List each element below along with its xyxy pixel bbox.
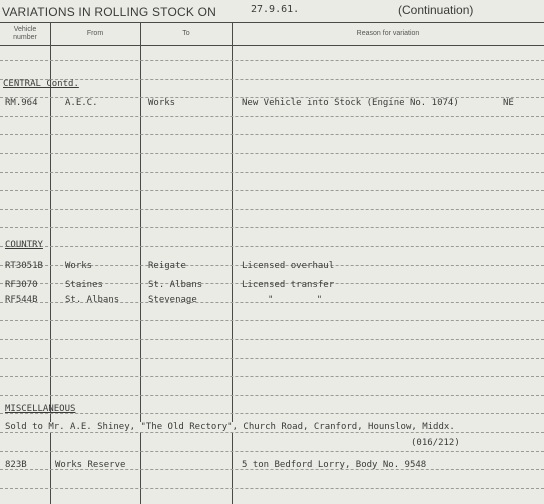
- header-bottom-border: [0, 45, 544, 46]
- to-cell: Stevenage: [148, 295, 197, 305]
- ruled-line: [0, 190, 544, 191]
- extra-mark: NE: [503, 98, 514, 108]
- ruled-line: [0, 60, 544, 61]
- ruled-line: [0, 134, 544, 135]
- ruled-line: [0, 339, 544, 340]
- reason-cell-ditto: " ": [268, 295, 323, 305]
- ruled-line: [0, 376, 544, 377]
- ruled-line: [0, 451, 544, 452]
- from-cell: Works: [65, 261, 93, 271]
- from-cell: Works Reserve: [55, 460, 126, 470]
- reason-cell: Licensed transfer: [242, 280, 335, 290]
- reason-cell: New Vehicle into Stock (Engine No. 1074): [242, 98, 459, 108]
- ruled-line: [0, 79, 544, 80]
- section-heading-central: CENTRAL Contd.: [3, 79, 79, 89]
- col-header-from: From: [86, 30, 104, 37]
- vehicle-number: RF3070: [5, 280, 38, 290]
- page-header: [0, 0, 544, 22]
- section-heading-misc: MISCELLANEOUS: [5, 404, 76, 414]
- vehicle-number: RT3051B: [5, 261, 43, 271]
- ruled-line: [0, 358, 544, 359]
- table-top-border: [0, 22, 544, 23]
- header-note: (Continuation): [398, 3, 474, 17]
- ruled-line: [0, 227, 544, 228]
- col-header-reason: Reason for variation: [356, 30, 420, 37]
- ruled-line: [0, 116, 544, 117]
- ruled-line: [0, 488, 544, 489]
- sold-to-line: Sold to Mr. A.E. Shiney, "The Old Rectory", Church Road, Cranford, Hounslow, Middx.: [5, 422, 455, 432]
- header-title: VARIATIONS IN ROLLING STOCK ON: [2, 5, 217, 19]
- ruled-line: [0, 320, 544, 321]
- reason-cell: Licensed overhaul: [242, 261, 335, 271]
- ruled-line: [0, 209, 544, 210]
- to-cell: Works: [148, 98, 176, 108]
- ruled-line: [0, 432, 544, 433]
- header-date: 27.9.61.: [251, 4, 300, 15]
- reason-cell: 5 ton Bedford Lorry, Body No. 9548: [242, 460, 427, 470]
- sold-reference: (016/212): [411, 438, 460, 448]
- ruled-line: [0, 246, 544, 247]
- section-heading-country: COUNTRY: [5, 240, 43, 250]
- vehicle-number: RF544B: [5, 295, 38, 305]
- vehicle-number: RM.964: [5, 98, 38, 108]
- to-cell: St. Albans: [148, 280, 203, 290]
- ruled-line: [0, 172, 544, 173]
- ruled-line: [0, 395, 544, 396]
- to-cell: Reigate: [148, 261, 186, 271]
- ruled-line: [0, 153, 544, 154]
- col-header-to: To: [182, 30, 190, 37]
- from-cell: St. Albans: [65, 295, 120, 305]
- from-cell: Staines: [65, 280, 103, 290]
- vehicle-number: 823B: [5, 460, 27, 470]
- ruled-line: [0, 413, 544, 414]
- from-cell: A.E.C.: [65, 98, 98, 108]
- col-header-vehicle: Vehicle number: [13, 26, 37, 41]
